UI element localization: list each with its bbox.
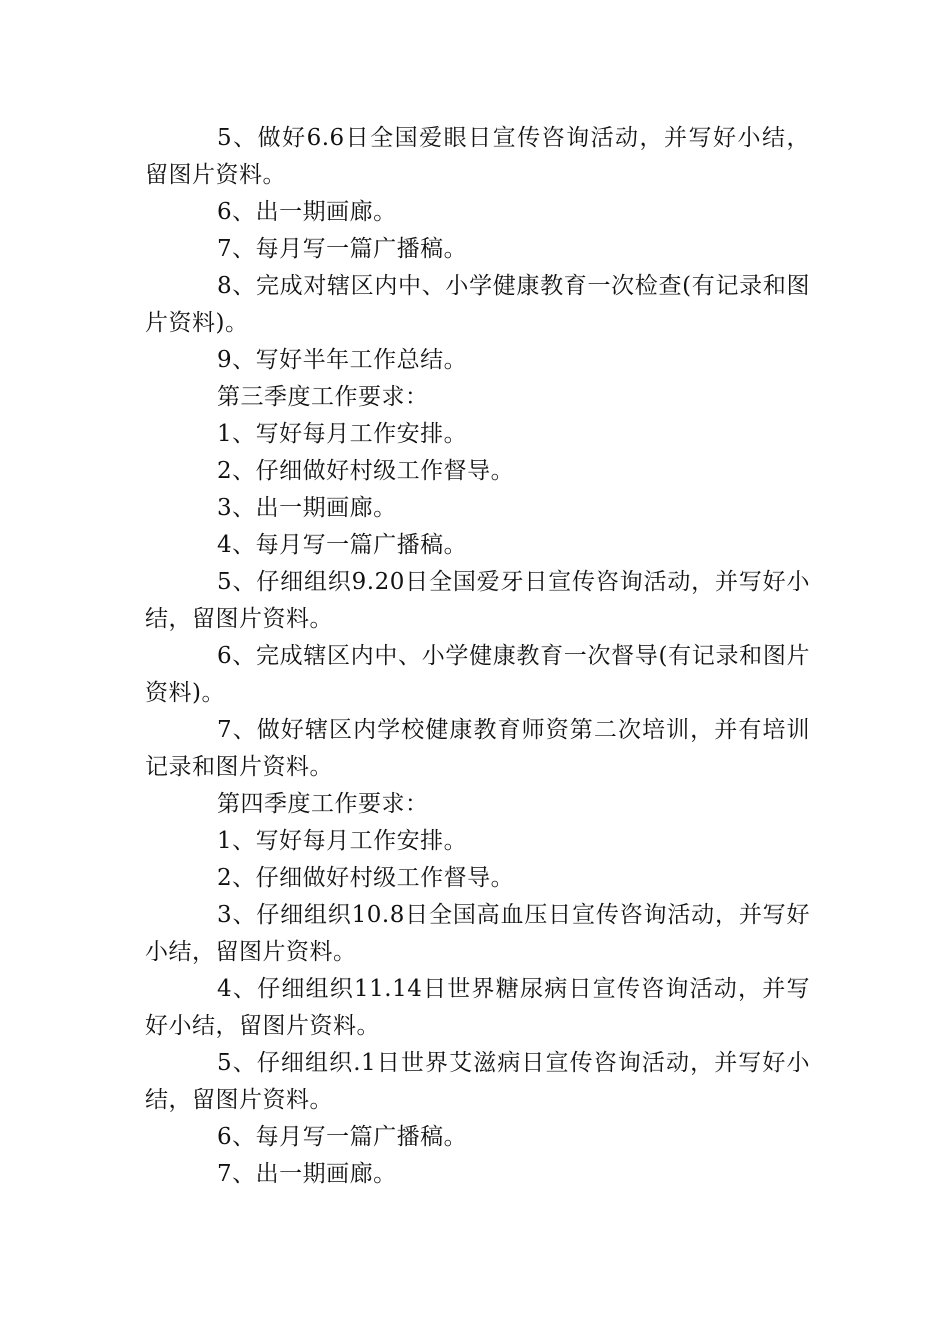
paragraph: 5、仔细组织.1日世界艾滋病日宣传咨询活动，并写好小结，留图片资料。 (145, 1050, 810, 1113)
paragraph: 8、完成对辖区内中、小学健康教育一次检查(有记录和图片资料)。 (145, 273, 810, 336)
paragraph: 7、每月写一篇广播稿。 (217, 236, 468, 262)
section-heading-q4: 第四季度工作要求： (217, 791, 429, 817)
paragraph: 4、每月写一篇广播稿。 (217, 532, 468, 558)
paragraph: 3、出一期画廊。 (217, 495, 397, 521)
document-body (145, 120, 810, 1193)
paragraph: 7、做好辖区内学校健康教育师资第二次培训，并有培训记录和图片资料。 (145, 717, 810, 780)
paragraph: 5、做好6.6日全国爱眼日宣传咨询活动，并写好小结，留图片资料。 (145, 125, 810, 188)
section-heading-q3: 第三季度工作要求： (217, 384, 429, 410)
paragraph: 1、写好每月工作安排。 (217, 421, 468, 447)
paragraph: 4、仔细组织11.14日世界糖尿病日宣传咨询活动，并写好小结，留图片资料。 (145, 976, 810, 1039)
paragraph: 6、完成辖区内中、小学健康教育一次督导(有记录和图片资料)。 (145, 643, 810, 706)
paragraph: 6、每月写一篇广播稿。 (217, 1124, 468, 1150)
paragraph: 7、出一期画廊。 (217, 1161, 397, 1187)
paragraph: 2、仔细做好村级工作督导。 (217, 458, 515, 484)
paragraph: 5、仔细组织9.20日全国爱牙日宣传咨询活动，并写好小结，留图片资料。 (145, 569, 810, 632)
paragraph: 2、仔细做好村级工作督导。 (217, 865, 515, 891)
paragraph: 1、写好每月工作安排。 (217, 828, 468, 854)
paragraph: 6、出一期画廊。 (217, 199, 397, 225)
paragraph: 3、仔细组织10.8日全国高血压日宣传咨询活动，并写好小结，留图片资料。 (145, 902, 810, 965)
paragraph: 9、写好半年工作总结。 (217, 347, 468, 373)
